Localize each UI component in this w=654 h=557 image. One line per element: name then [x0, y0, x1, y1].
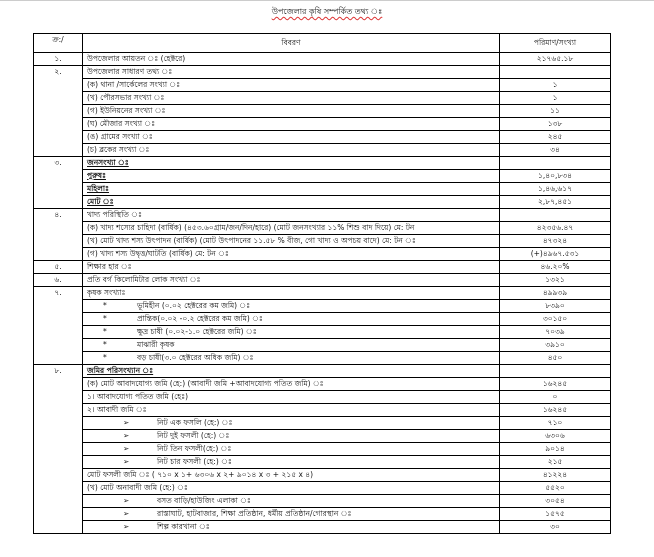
asterisk-bullet-icon: * [103, 340, 107, 349]
table-row [34, 417, 611, 430]
row-value: ১,৪৬,৬১৭ [500, 183, 611, 196]
row-value: (+)৪৯৬৭.৫৩১ [500, 248, 611, 261]
row-value: ৬৩০৬ [500, 430, 611, 443]
row-description [83, 352, 500, 365]
row-description [83, 326, 500, 339]
description-text: নিট দুই ফসলী (হে:) ঃ [157, 431, 230, 440]
table-row [34, 131, 611, 144]
row-description [83, 404, 500, 417]
row-description [83, 92, 500, 105]
row-value [500, 66, 611, 79]
description-text: (ঘ) মৌজার সংখ্যা ঃ [87, 119, 156, 128]
row-value: ১ [500, 92, 611, 105]
description-text: শিল্প কারখানা ঃ [157, 522, 210, 531]
row-description [83, 79, 500, 92]
description-text: নিট চার ফসলী (হে:) ঃ [157, 457, 232, 466]
row-value: ৪২৩৫৬.৪৭ [500, 222, 611, 235]
row-value: ৪৬.২০% [500, 261, 611, 274]
table-row [34, 183, 611, 196]
row-description [83, 417, 500, 430]
description-text: বসত বাড়ি/হাউজিং এলাকা ঃ [157, 496, 251, 505]
row-value: ২১৭৬৫.১৮ [500, 53, 611, 66]
table-row [34, 66, 611, 79]
asterisk-bullet-icon: * [103, 314, 107, 323]
table-row [34, 209, 611, 222]
description-text: মাঝারী কৃষক [137, 340, 175, 349]
table-row [34, 79, 611, 92]
description-text: (ক) খাদ্য শস্যের চাহিদা (বার্ষিক) (৪৫৩.৬০গ্রাম/জন/দিন/হারে) (মোট জনসংখ্যার ১১% শিশু বাদ দিয়ে) মে: টন [87, 223, 415, 232]
table-row [34, 118, 611, 131]
table-row [34, 391, 611, 404]
description-text: প্রান্তিক(০.০২ -০.২ হেক্টরের কম জমি) ঃ [137, 314, 263, 323]
row-description [83, 287, 500, 300]
row-description [83, 313, 500, 326]
row-value: ১৫৭৫ [500, 508, 611, 521]
row-description [83, 222, 500, 235]
row-description [83, 443, 500, 456]
row-description [83, 209, 500, 222]
table-row [34, 222, 611, 235]
table-row [34, 404, 611, 417]
row-description [83, 378, 500, 391]
row-description [83, 248, 500, 261]
description-text: ভূমিহীন (০.০২ হেক্টরের কম জমি) ঃ [137, 301, 251, 310]
serial-number: ৫. [34, 261, 83, 274]
row-description [83, 196, 500, 209]
asterisk-bullet-icon: * [103, 327, 107, 336]
table-row [34, 495, 611, 508]
description-text: (ঙ) গ্রামের সংখ্যা ঃ [87, 132, 153, 141]
description-text: খাদ্য পরিস্থিতি ঃ [87, 210, 142, 219]
description-text: (ক) থানা /সার্কেলের সংখ্যা ঃ [87, 80, 181, 89]
description-text: (খ) মোট খাদ্য শস্য উৎপাদন (বার্ষিক) (মোট উৎপাদনের ১১.৫৮ % বীজ, গো খাদ্য ও অপচয় বাদে) মে: টন ঃ [87, 236, 416, 245]
row-value: ৩৪ [500, 144, 611, 157]
description-text: প্রতি বর্গ কিলোমিটার লোক সংখ্যা ঃ [87, 275, 201, 284]
row-value: ১,৪০,৮৩৪ [500, 170, 611, 183]
arrow-bullet-icon: ➢ [123, 496, 130, 505]
row-value [500, 209, 611, 222]
row-value: ৩০১৫০ [500, 313, 611, 326]
arrow-bullet-icon: ➢ [123, 509, 130, 518]
table-row [34, 456, 611, 469]
row-description [83, 66, 500, 79]
row-value: ৩০৫৪ [500, 495, 611, 508]
table-row [34, 157, 611, 170]
serial-number: ৭. [34, 287, 83, 365]
table-body [34, 53, 611, 534]
row-description [83, 430, 500, 443]
row-value: ০ [500, 391, 611, 404]
table-row [34, 339, 611, 352]
description-text: নিট এক ফসলি (হে:) ঃ [157, 418, 233, 427]
description-text: ক্ষুদ্র চাষী (০.০২-১.০ হেক্টরের জমি) ঃ [137, 327, 257, 336]
description-text: (গ) ইউনিয়নের সংখ্যা ঃ [87, 106, 166, 115]
table-row [34, 482, 611, 495]
row-value: ২১৫ [500, 456, 611, 469]
table-row [34, 300, 611, 313]
row-value: ১ [500, 79, 611, 92]
agri-info-table [33, 33, 611, 534]
row-description [83, 521, 500, 534]
row-description [83, 118, 500, 131]
row-description [83, 508, 500, 521]
description-text: (খ) পৌরসভার সংখ্যা ঃ [87, 93, 165, 102]
table-row [34, 261, 611, 274]
row-description [83, 300, 500, 313]
arrow-bullet-icon: ➢ [123, 431, 130, 440]
row-value: ১৩৮ [500, 118, 611, 131]
table-row [34, 365, 611, 378]
row-value: ২,৮৭,৪৫১ [500, 196, 611, 209]
description-text: কৃষক সংখ্যাঃ [87, 288, 126, 297]
table-row [34, 196, 611, 209]
row-value: ৩৯১০ [500, 339, 611, 352]
table-row [34, 235, 611, 248]
description-text: বড় চাষী(৩.০ হেক্টরের অধিক জমি) ঃ [137, 353, 254, 362]
table-row [34, 430, 611, 443]
description-text: মোট ঃ [87, 197, 114, 206]
table-row [34, 144, 611, 157]
description-text: ২। আবাদী জমি ঃ [87, 405, 147, 414]
table-row [34, 508, 611, 521]
header-value: পরিমাণ/সংখ্যা [500, 34, 611, 53]
table-row [34, 469, 611, 482]
table-header-row [34, 34, 611, 53]
table-row [34, 521, 611, 534]
row-description [83, 105, 500, 118]
row-description [83, 469, 500, 482]
header-description: বিবরণ [83, 34, 500, 53]
table-row [34, 378, 611, 391]
row-value: ৪৭৩২৪ [500, 235, 611, 248]
table-row [34, 287, 611, 300]
table-row [34, 170, 611, 183]
table-row [34, 313, 611, 326]
row-value: ৭১০ [500, 417, 611, 430]
arrow-bullet-icon: ➢ [123, 418, 130, 427]
serial-number: ৬. [34, 274, 83, 287]
description-text: জমির পরিসংখ্যান ঃ [87, 366, 154, 375]
row-value: ৫৫২০ [500, 482, 611, 495]
row-value: ৪১২২৪ [500, 469, 611, 482]
serial-number: ৩. [34, 157, 83, 209]
row-description [83, 235, 500, 248]
row-value: ৭০৩৯ [500, 326, 611, 339]
description-text: শিক্ষার হার ঃ [87, 262, 132, 271]
row-description [83, 170, 500, 183]
row-description [83, 391, 500, 404]
table-row [34, 92, 611, 105]
arrow-bullet-icon: ➢ [123, 522, 130, 531]
row-description [83, 365, 500, 378]
row-description [83, 339, 500, 352]
serial-number: ৮. [34, 365, 83, 534]
table-row [34, 248, 611, 261]
arrow-bullet-icon: ➢ [123, 457, 130, 466]
row-value: ৪৫০ [500, 352, 611, 365]
row-value: ১৬২৪৫ [500, 378, 611, 391]
row-description [83, 261, 500, 274]
description-text: মহিলাঃ [87, 184, 110, 193]
row-value [500, 365, 611, 378]
description-text: ১। আবাদযোগ্য পতিত জমি (হেঃ) [87, 392, 189, 401]
document-title: উপজেলার কৃষি সম্পর্কিত তথ্য ঃ [271, 7, 383, 16]
row-value: ৯০১৪ [500, 443, 611, 456]
description-text: জনসংখ্যা ঃ [87, 158, 129, 167]
row-description [83, 274, 500, 287]
row-value: ১৬২৪৫ [500, 404, 611, 417]
description-text: (গ) খাদ্য শস্য উদ্বৃত্ত/ঘাটতি (বার্ষিক) মে: টন ঃ [87, 249, 229, 258]
row-description [83, 482, 500, 495]
description-text: (ক) মোট আবাদযোগ্য জমি (হে:) (আবাদী জমি +আবাদযোগ্য পতিত জমি) ঃ [87, 379, 324, 388]
header-serial: ক্র:/ [34, 34, 83, 53]
description-text: উপজেলার আয়তন ঃ (হেক্টরে) [87, 54, 186, 63]
row-value: ৪৯৯৩৯ [500, 287, 611, 300]
row-value: ২৪৫ [500, 131, 611, 144]
row-value: ১৩২১ [500, 274, 611, 287]
description-text: পুরুষঃ [87, 171, 106, 180]
row-value [500, 157, 611, 170]
row-description [83, 131, 500, 144]
table-row [34, 326, 611, 339]
serial-number: ৪. [34, 209, 83, 261]
description-text: (চ) ব্লকের সংখ্যা ঃ [87, 145, 150, 154]
asterisk-bullet-icon: * [103, 301, 107, 310]
row-description [83, 53, 500, 66]
table-row [34, 443, 611, 456]
serial-number: ২. [34, 66, 83, 157]
row-description [83, 183, 500, 196]
row-value: ১১ [500, 105, 611, 118]
table-row [34, 53, 611, 66]
serial-number: ১. [34, 53, 83, 66]
row-value: ৩০ [500, 521, 611, 534]
row-description [83, 157, 500, 170]
table-row [34, 352, 611, 365]
table-row [34, 274, 611, 287]
description-text: উপজেলার সাধারণ তথ্য ঃ [87, 67, 173, 76]
row-value: ৮৩৯০ [500, 300, 611, 313]
row-description [83, 456, 500, 469]
description-text: নিট তিন ফসলী(হে:) ঃ [157, 444, 232, 453]
description-text: (খ) মোট অনাবাদী জমি (হে:) ঃ [87, 483, 188, 492]
asterisk-bullet-icon: * [103, 353, 107, 362]
description-text: রাস্তাঘাট, হাটবাজার, শিক্ষা প্রতিষ্ঠান, ধর্মীয় প্রতিষ্ঠান/গোরস্থান ঃ [157, 509, 352, 518]
arrow-bullet-icon: ➢ [123, 444, 130, 453]
row-description [83, 144, 500, 157]
table-row [34, 105, 611, 118]
description-text: মোট ফসলী জমি ঃ ( ৭১০ x ১+ ৬৩০৬ x ২+ ৯০১৪ x ৩ + ২১৫ x ৪) [87, 470, 314, 479]
row-description [83, 495, 500, 508]
